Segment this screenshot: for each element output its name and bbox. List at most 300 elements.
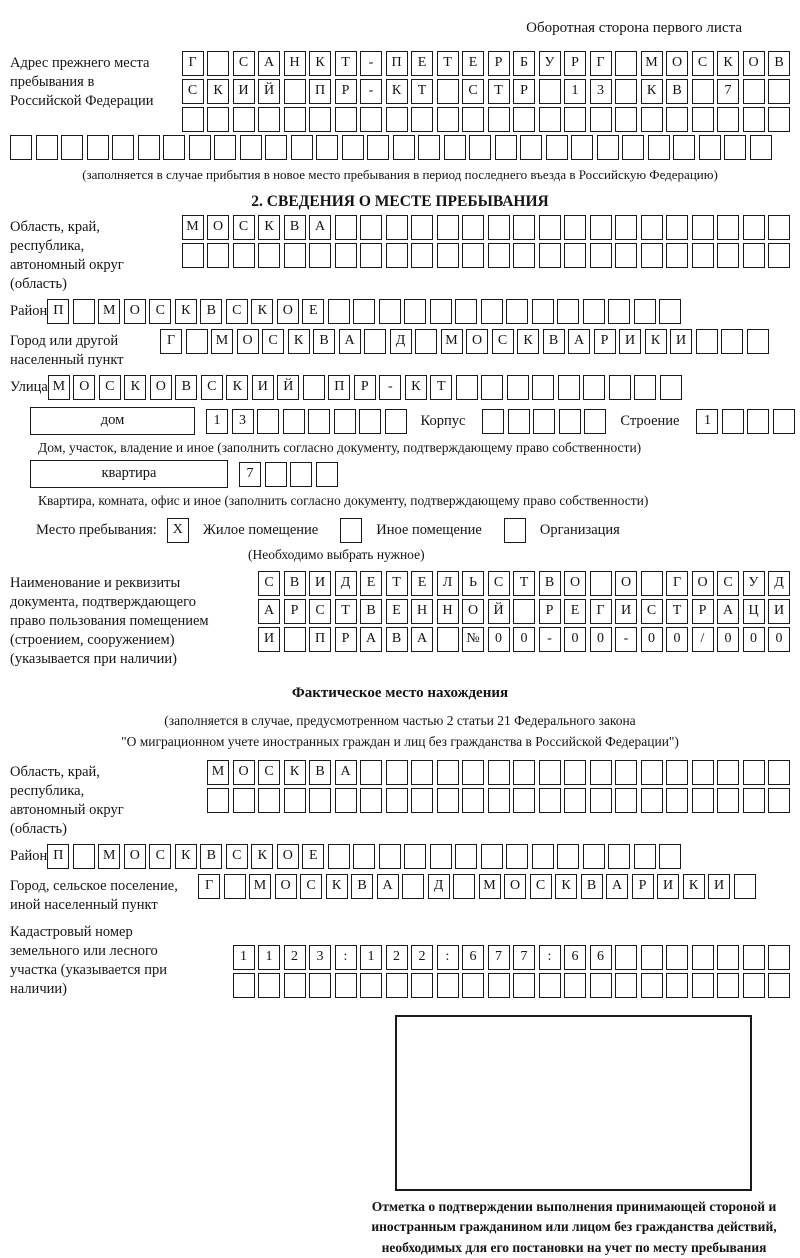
form-cell (743, 760, 765, 785)
form-cell (488, 788, 510, 813)
form-cell (488, 107, 510, 132)
form-cell (488, 760, 510, 785)
form-cell: Р (539, 599, 561, 624)
form-cell: - (360, 51, 382, 76)
form-cell (309, 973, 331, 998)
form-cell: 6 (590, 945, 612, 970)
form-cell (411, 788, 433, 813)
section2-district-grid (47, 299, 681, 324)
form-cell (386, 973, 408, 998)
form-cell (316, 135, 338, 160)
form-cell: - (539, 627, 561, 652)
form-cell (469, 135, 491, 160)
form-cell (508, 409, 530, 434)
form-cell: М (211, 329, 233, 354)
form-cell: Д (428, 874, 450, 899)
form-cell: С (233, 51, 255, 76)
form-cell: С (262, 329, 284, 354)
form-cell (634, 375, 656, 400)
form-cell (303, 375, 325, 400)
form-cell (10, 135, 32, 160)
form-cell: 0 (513, 627, 535, 652)
form-cell: А (411, 627, 433, 652)
form-cell (696, 329, 718, 354)
form-cell (692, 107, 714, 132)
form-cell: О (743, 51, 765, 76)
form-cell (584, 409, 606, 434)
form-cell: В (313, 329, 335, 354)
form-cell (233, 107, 255, 132)
actual-region-row (10, 760, 790, 839)
form-cell: / (692, 627, 714, 652)
form-cell: К (405, 375, 427, 400)
form-cell (590, 215, 612, 240)
form-cell (284, 107, 306, 132)
cadastral-row (10, 920, 790, 999)
form-cell (717, 760, 739, 785)
form-cell: М (479, 874, 501, 899)
form-cell (659, 299, 681, 324)
form-cell: К (175, 299, 197, 324)
form-cell (583, 299, 605, 324)
form-cell: Е (360, 571, 382, 596)
form-cell: П (47, 299, 69, 324)
form-cell (743, 79, 765, 104)
form-cell (513, 107, 535, 132)
form-cell (539, 243, 561, 268)
form-cell (768, 107, 790, 132)
form-cell (61, 135, 83, 160)
form-cell (328, 844, 350, 869)
form-cell (641, 973, 663, 998)
actual-city-grid (198, 874, 756, 899)
house-grid (206, 409, 407, 434)
house-note: Дом, участок, владение и иное (заполнить согласно документу, подтверждающему право собственности) (38, 440, 642, 455)
form-cell: М (98, 299, 120, 324)
form-cell (666, 945, 688, 970)
form-cell: В (200, 299, 222, 324)
form-cell (532, 299, 554, 324)
form-cell (386, 107, 408, 132)
form-cell (402, 874, 424, 899)
form-cell (615, 79, 637, 104)
form-cell (455, 844, 477, 869)
prev-address-block (10, 51, 790, 132)
cadastral-label: Кадастровый номер земельного или лесного участка (указывается при наличии) (10, 924, 167, 997)
form-cell (722, 409, 744, 434)
form-cell (520, 135, 542, 160)
form-cell (721, 329, 743, 354)
form-cell: 7 (488, 945, 510, 970)
actual-region-grid-row2 (207, 788, 790, 813)
form-cell: В (666, 79, 688, 104)
form-cell (308, 409, 330, 434)
form-cell (481, 299, 503, 324)
form-cell (342, 135, 364, 160)
form-cell: О (237, 329, 259, 354)
section2-city-label: Город или другой населенный пункт (10, 333, 124, 368)
form-cell (379, 844, 401, 869)
form-cell: О (150, 375, 172, 400)
section2-region-row (10, 215, 790, 294)
document-block (10, 571, 790, 669)
form-cell: С (462, 79, 484, 104)
form-cell (532, 375, 554, 400)
form-cell: Г (160, 329, 182, 354)
form-cell: Г (590, 599, 612, 624)
form-cell: О (504, 874, 526, 899)
form-cell: А (377, 874, 399, 899)
form-cell (641, 107, 663, 132)
form-cell (513, 788, 535, 813)
form-cell: Р (488, 51, 510, 76)
form-cell (258, 973, 280, 998)
form-cell: Е (302, 299, 324, 324)
checkbox-organization (504, 518, 526, 543)
actual-location-note-line1: (заполняется в случае, предусмотренном частью 2 статьи 21 Федерального закона (164, 713, 636, 728)
form-cell: Й (258, 79, 280, 104)
form-cell: 1 (696, 409, 718, 434)
form-cell: О (615, 571, 637, 596)
form-cell: Т (335, 599, 357, 624)
stay-option-other-label: Иное помещение (376, 522, 482, 538)
form-cell (182, 107, 204, 132)
form-cell (309, 107, 331, 132)
form-cell (571, 135, 593, 160)
section2-street-label: Улица (10, 379, 48, 395)
form-cell (743, 945, 765, 970)
form-cell: - (615, 627, 637, 652)
form-cell: Т (430, 375, 452, 400)
form-cell: Л (437, 571, 459, 596)
form-cell: Р (354, 375, 376, 400)
form-cell (608, 299, 630, 324)
form-cell (309, 788, 331, 813)
form-cell: 7 (239, 462, 261, 487)
prev-address-grid-row4 (10, 135, 790, 160)
form-cell (768, 945, 790, 970)
form-cell (360, 243, 382, 268)
form-cell (290, 462, 312, 487)
form-cell: С (258, 760, 280, 785)
form-cell: 6 (564, 945, 586, 970)
form-cell (666, 788, 688, 813)
form-cell: К (226, 375, 248, 400)
form-cell: Р (632, 874, 654, 899)
form-cell: : (335, 945, 357, 970)
form-cell (513, 599, 535, 624)
form-cell: У (539, 51, 561, 76)
form-cell (418, 135, 440, 160)
form-cell: 3 (590, 79, 612, 104)
form-cell: С (149, 844, 171, 869)
form-cell: О (666, 51, 688, 76)
form-cell (360, 973, 382, 998)
stay-option-organization-label: Организация (539, 522, 620, 538)
form-cell (615, 945, 637, 970)
form-cell (462, 107, 484, 132)
form-cell: М (641, 51, 663, 76)
form-cell: С (300, 874, 322, 899)
form-cell: Р (513, 79, 535, 104)
form-cell (590, 571, 612, 596)
form-cell: - (379, 375, 401, 400)
form-cell (608, 844, 630, 869)
form-cell: Т (411, 79, 433, 104)
section2-region-grid-row1 (182, 215, 791, 240)
form-cell: Г (666, 571, 688, 596)
form-cell: В (284, 215, 306, 240)
form-cell (539, 788, 561, 813)
form-cell (641, 571, 663, 596)
form-cell (386, 788, 408, 813)
form-cell: А (258, 51, 280, 76)
form-cell: К (517, 329, 539, 354)
form-cell (430, 299, 452, 324)
form-cell (673, 135, 695, 160)
form-cell: Т (488, 79, 510, 104)
actual-district-label: Район (10, 848, 48, 864)
form-cell (564, 243, 586, 268)
form-cell (615, 760, 637, 785)
form-cell: Р (692, 599, 714, 624)
form-cell (692, 79, 714, 104)
stay-option-residential-label: Жилое помещение (202, 522, 319, 538)
korpus-label: Корпус (420, 412, 466, 429)
form-cell (615, 107, 637, 132)
form-cell: Т (437, 51, 459, 76)
form-cell: К (284, 760, 306, 785)
form-cell (462, 760, 484, 785)
form-cell (590, 107, 612, 132)
form-cell (411, 107, 433, 132)
stamp-caption: Отметка о подтверждении выполнения принимающей стороной и иностранным гражданином или лицом без гражданства действий, необходимых для его постановки на учет по месту пребывания (371, 1199, 777, 1255)
form-cell: 0 (768, 627, 790, 652)
form-cell: Р (335, 627, 357, 652)
form-cell (360, 107, 382, 132)
form-cell: К (288, 329, 310, 354)
form-cell (334, 409, 356, 434)
form-cell (717, 243, 739, 268)
form-cell (634, 299, 656, 324)
form-cell (214, 135, 236, 160)
form-cell: К (717, 51, 739, 76)
form-cell (258, 788, 280, 813)
stroenie-label: Строение (620, 412, 680, 429)
section2-district-label: Район (10, 303, 48, 319)
form-cell: И (258, 627, 280, 652)
form-cell: О (233, 760, 255, 785)
form-cell: В (386, 627, 408, 652)
section2-region-label: Область, край, республика, автономный округ (область) (10, 219, 124, 292)
form-cell (462, 215, 484, 240)
form-cell (641, 243, 663, 268)
form-cell (717, 107, 739, 132)
form-cell: И (708, 874, 730, 899)
form-cell: 2 (284, 945, 306, 970)
form-cell (666, 215, 688, 240)
house-row (10, 407, 790, 435)
form-cell (634, 844, 656, 869)
form-cell (768, 788, 790, 813)
section2-street-row (10, 375, 790, 400)
checkbox-other-premises (340, 518, 362, 543)
section2-street-grid (48, 375, 682, 400)
form-cell (641, 945, 663, 970)
form-cell (265, 135, 287, 160)
form-cell: П (328, 375, 350, 400)
form-cell: Д (335, 571, 357, 596)
form-cell (666, 973, 688, 998)
form-cell (437, 107, 459, 132)
form-cell (768, 215, 790, 240)
form-cell (481, 844, 503, 869)
form-cell: М (249, 874, 271, 899)
form-cell: М (98, 844, 120, 869)
form-cell (207, 243, 229, 268)
form-cell: Е (411, 51, 433, 76)
form-cell: Ц (743, 599, 765, 624)
form-cell: Т (513, 571, 535, 596)
form-cell (163, 135, 185, 160)
form-cell (532, 844, 554, 869)
form-cell: В (175, 375, 197, 400)
form-cell (112, 135, 134, 160)
form-cell: С (309, 599, 331, 624)
form-cell: Д (768, 571, 790, 596)
form-cell (189, 135, 211, 160)
form-cell (717, 945, 739, 970)
prev-address-note: (заполняется в случае прибытия в новое место пребывания в период последнего въезда в Российскую Федерацию) (82, 167, 718, 182)
form-cell: 2 (411, 945, 433, 970)
form-cell: С (149, 299, 171, 324)
stamp-box (395, 1015, 752, 1191)
form-cell: А (335, 760, 357, 785)
form-cell (648, 135, 670, 160)
form-cell (257, 409, 279, 434)
form-cell: С (488, 571, 510, 596)
form-cell: И (252, 375, 274, 400)
form-cell: П (386, 51, 408, 76)
form-cell (430, 844, 452, 869)
form-cell: 1 (258, 945, 280, 970)
form-cell (411, 215, 433, 240)
form-cell: 0 (641, 627, 663, 652)
form-cell: Й (488, 599, 510, 624)
form-cell (283, 409, 305, 434)
form-cell: Е (411, 571, 433, 596)
form-cell: М (207, 760, 229, 785)
form-cell (386, 215, 408, 240)
section2-city-grid (160, 329, 769, 354)
form-cell: П (47, 844, 69, 869)
form-cell (717, 788, 739, 813)
form-cell (558, 375, 580, 400)
form-cell: И (233, 79, 255, 104)
section2-district-row (10, 299, 790, 324)
form-cell: Е (564, 599, 586, 624)
form-cell (559, 409, 581, 434)
form-cell: К (386, 79, 408, 104)
form-cell: В (284, 571, 306, 596)
form-cell: 2 (386, 945, 408, 970)
form-cell (743, 107, 765, 132)
form-cell: Е (386, 599, 408, 624)
form-cell (316, 462, 338, 487)
form-cell (335, 788, 357, 813)
form-cell (284, 79, 306, 104)
form-cell (615, 973, 637, 998)
form-cell (564, 973, 586, 998)
form-cell: Т (386, 571, 408, 596)
page-title: Оборотная сторона первого листа (526, 20, 742, 36)
form-cell (692, 973, 714, 998)
form-cell: О (207, 215, 229, 240)
form-cell: Т (335, 51, 357, 76)
form-cell (404, 844, 426, 869)
prev-address-label: Адрес прежнего места пребывания в Российской Федерации (10, 55, 154, 109)
form-cell (506, 844, 528, 869)
form-cell (138, 135, 160, 160)
form-cell (539, 79, 561, 104)
form-cell (291, 135, 313, 160)
form-cell (666, 243, 688, 268)
form-cell: 1 (233, 945, 255, 970)
form-cell (335, 107, 357, 132)
form-cell: В (768, 51, 790, 76)
form-cell: О (275, 874, 297, 899)
form-cell: Р (284, 599, 306, 624)
form-cell: К (175, 844, 197, 869)
form-cell: В (351, 874, 373, 899)
form-cell: А (258, 599, 280, 624)
form-cell (666, 760, 688, 785)
form-cell: 0 (743, 627, 765, 652)
prev-address-grid-row1 (182, 51, 791, 76)
form-cell (641, 215, 663, 240)
form-cell: А (606, 874, 628, 899)
form-cell: Н (411, 599, 433, 624)
form-cell: С (201, 375, 223, 400)
form-cell (590, 973, 612, 998)
form-cell (564, 760, 586, 785)
form-cell: А (568, 329, 590, 354)
form-cell (437, 215, 459, 240)
form-cell: К (251, 844, 273, 869)
apartment-note: Квартира, комната, офис и иное (заполнить согласно документу, подтверждающему право собственности) (38, 493, 649, 508)
form-cell (207, 51, 229, 76)
form-cell (615, 243, 637, 268)
form-cell: С (226, 299, 248, 324)
form-cell: В (360, 599, 382, 624)
form-cell: В (200, 844, 222, 869)
form-cell: 3 (309, 945, 331, 970)
form-cell: И (615, 599, 637, 624)
form-cell (743, 215, 765, 240)
form-cell: 0 (717, 627, 739, 652)
form-cell (743, 973, 765, 998)
form-cell (692, 945, 714, 970)
form-cell (411, 760, 433, 785)
form-cell: О (564, 571, 586, 596)
form-cell: В (309, 760, 331, 785)
form-cell (539, 760, 561, 785)
form-cell: С (258, 571, 280, 596)
form-cell (411, 243, 433, 268)
apartment-row (10, 460, 790, 488)
form-cell: № (462, 627, 484, 652)
form-cell (386, 760, 408, 785)
